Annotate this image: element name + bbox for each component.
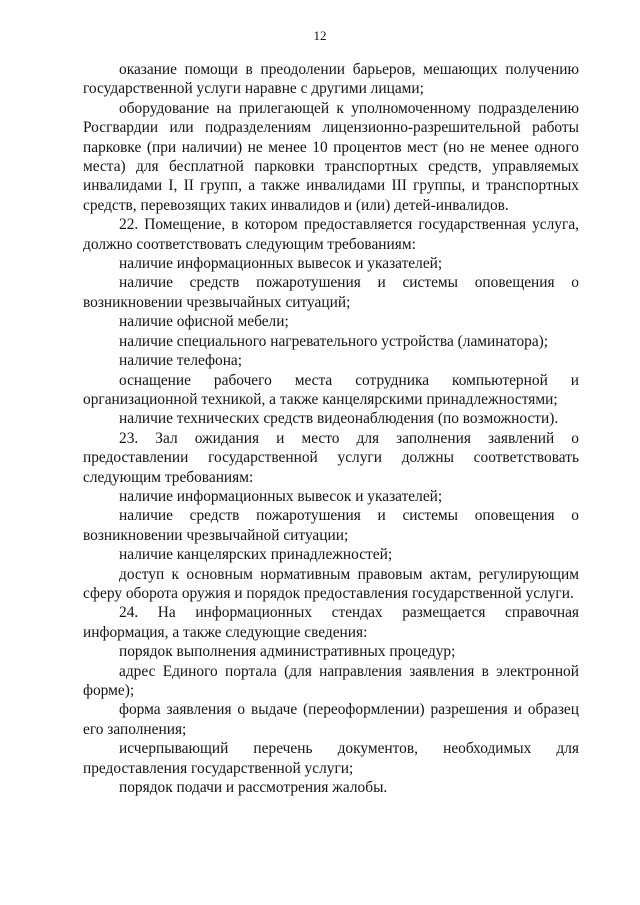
paragraph: исчерпывающий перечень документов, необходимых для предоставления государственной услуги;: [83, 740, 579, 777]
paragraph: наличие канцелярских принадлежностей;: [119, 546, 393, 564]
paragraph: наличие средств пожаротушения и системы оповещения о возникновении чрезвычайных ситуаций;: [83, 274, 579, 311]
paragraph: наличие информационных вывесок и указателей;: [119, 487, 443, 505]
paragraph: адрес Единого портала (для направления заявления в электронной форме);: [83, 662, 579, 699]
paragraph: оснащение рабочего места сотрудника компьютерной и организационной техникой, а также канцелярскими принадлежностями;: [83, 371, 579, 408]
paragraph: оказание помощи в преодолении барьеров, мешающих получению государственной услуги наравне с другими лицами;: [83, 61, 579, 98]
paragraph: порядок выполнения административных процедур;: [119, 643, 456, 661]
paragraph: форма заявления о выдаче (переоформлении) разрешения и образец его заполнения;: [83, 701, 579, 738]
paragraph: наличие информационных вывесок и указателей;: [119, 255, 443, 273]
paragraph: наличие средств пожаротушения и системы оповещения о возникновении чрезвычайной ситуации;: [83, 507, 579, 544]
paragraph: 23. Зал ожидания и место для заполнения заявлений о предоставлении государственной услуги должны соответствовать следующим требованиям:: [83, 429, 579, 486]
paragraph: 22. Помещение, в котором предоставляется государственная услуга, должно соответствовать следующим требованиям:: [83, 216, 579, 253]
paragraph: наличие телефона;: [119, 352, 243, 370]
page-number: 12: [313, 28, 327, 43]
paragraph: доступ к основным нормативным правовым актам, регулирующим сферу оборота оружия и порядок предоставления государственной услуги.: [83, 565, 579, 602]
paragraph: наличие технических средств видеонаблюдения (по возможности).: [119, 410, 559, 428]
paragraph: наличие офисной мебели;: [119, 313, 289, 331]
paragraph: порядок подачи и рассмотрения жалобы.: [119, 779, 388, 797]
paragraph: 24. На информационных стендах размещается справочная информация, а также следующие сведения:: [83, 604, 579, 641]
paragraph: оборудование на прилегающей к уполномоченному подразделению Росгвардии или подразделениям лицензионно-разрешительной работы парковке (при наличии) не менее 10 процентов мест (но не менее одного места) для бесплатной парковки транспортных средств, управляемых инвалидами I, II групп, а также инвалидами III группы, и транспортных средств, перевозящих таких инвалидов и (или) детей-инвалидов.: [83, 99, 579, 214]
document-body: [83, 60, 579, 797]
paragraph: наличие специального нагревательного устройства (ламинатора);: [119, 332, 549, 350]
